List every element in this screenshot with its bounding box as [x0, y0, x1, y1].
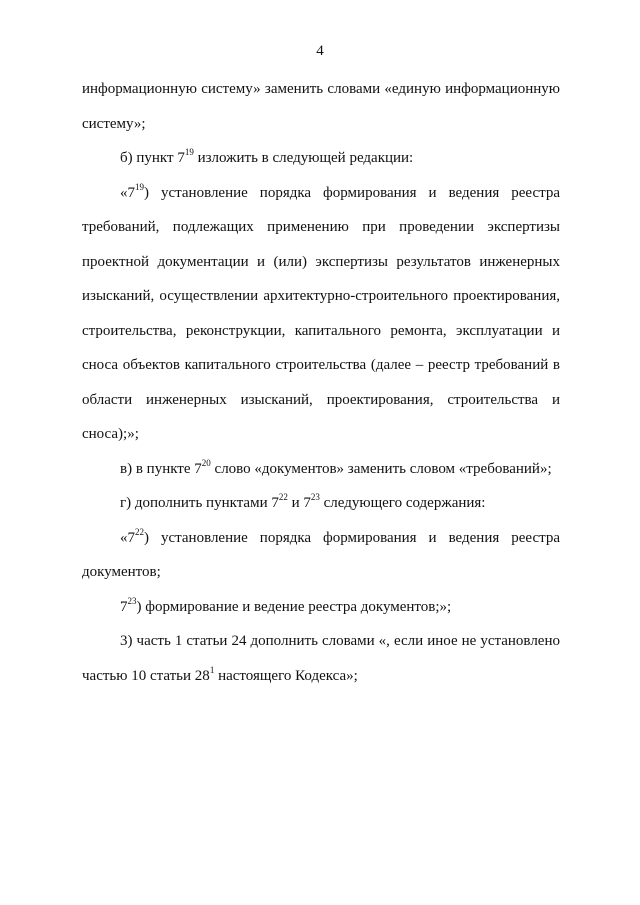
paragraph-item-g [82, 486, 560, 521]
paragraph-quote-7-23 [82, 590, 560, 625]
paragraph-text: в) в пункте 7 [120, 460, 202, 477]
paragraph-text: информационную систему» заменить словами «единую информационную систему»; [82, 81, 560, 132]
paragraph-item-v [82, 452, 560, 487]
paragraph-text: 7 [120, 598, 128, 615]
paragraph-text: г) дополнить пунктами 7 [120, 495, 279, 511]
paragraph-text: изложить в следующей редакции: [193, 150, 414, 166]
page-number: 4 [316, 43, 324, 59]
paragraph-text: б) пункт 7 [120, 150, 185, 166]
paragraph-text: 3) часть 1 статьи 24 дополнить словами «, если иное не установлено частью 10 статьи 28 [82, 633, 560, 684]
paragraph-item-b [82, 141, 560, 176]
superscript: 20 [201, 457, 211, 468]
paragraph-text: слово «документов» заменить словом «требований»; [210, 460, 552, 477]
superscript: 23 [310, 492, 320, 502]
paragraph-text: и 7 [287, 495, 311, 511]
superscript: 22 [278, 492, 288, 502]
superscript: 19 [135, 181, 144, 192]
superscript: 19 [184, 147, 194, 157]
superscript: 22 [135, 526, 144, 537]
paragraph-text: «7 [120, 529, 135, 546]
superscript: 23 [127, 595, 137, 606]
paragraph-text: настоящего Кодекса»; [214, 667, 358, 684]
paragraph-text: «7 [120, 184, 135, 201]
paragraph-continuation [82, 72, 560, 141]
paragraph-text: следующего содержания: [319, 495, 486, 511]
paragraph-quote-7-22 [82, 521, 560, 590]
paragraph-text: ) формирование и ведение реестра документов;»; [136, 598, 452, 615]
paragraph-text: ) установление порядка формирования и ведения реестра требований, подлежащих применению при проведении экспертизы проектной документации и (или) экспертизы результатов инженерных изысканий, осуществлении архитектурно-строительного проектирования, строительства, реконструкции, капитального ремонта, эксплуатации и сноса объектов капитального строительства (далее – реестр требований в области инженерных изысканий, проектирования, строительства и сноса);»; [82, 184, 560, 442]
document-body [82, 72, 560, 693]
paragraph-quote-7-19 [82, 176, 560, 452]
paragraph-text: ) установление порядка формирования и ведения реестра документов; [82, 529, 560, 580]
superscript: 1 [209, 664, 215, 675]
paragraph-item-3 [82, 624, 560, 693]
